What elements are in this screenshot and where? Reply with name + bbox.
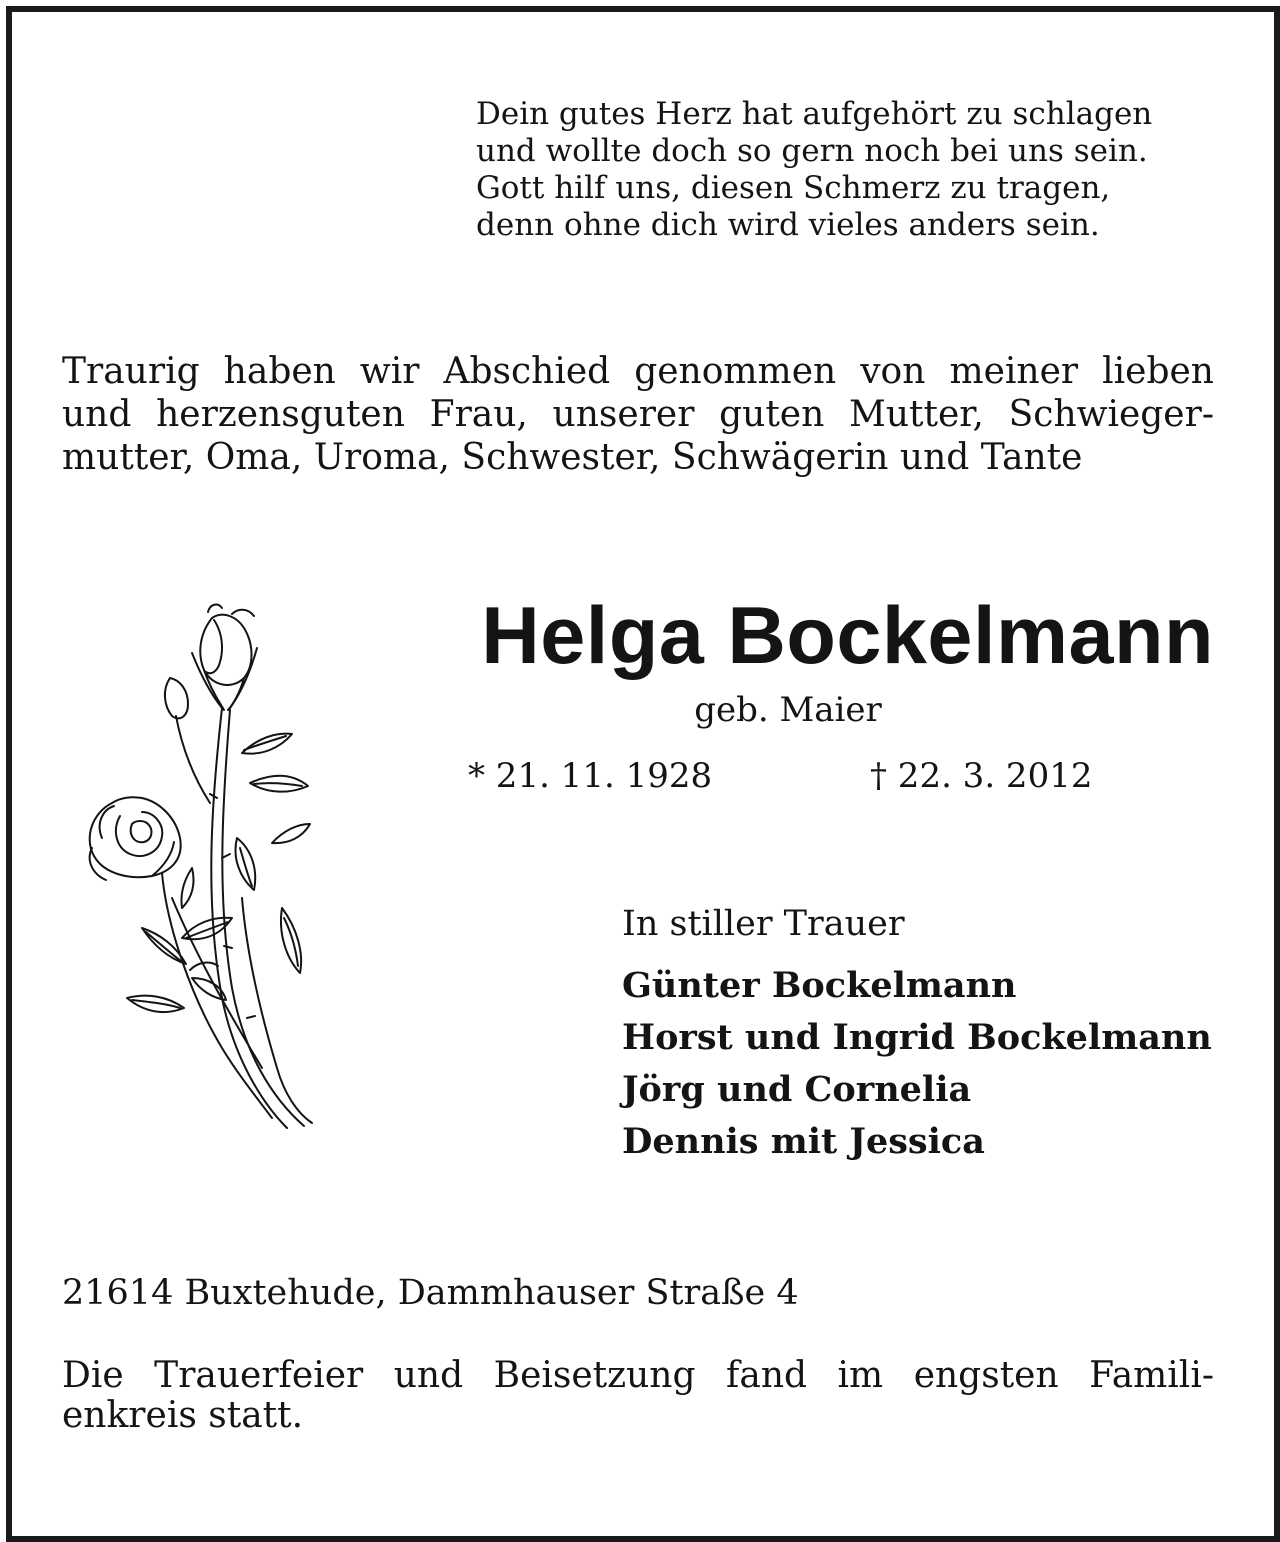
intro-line: mutter, Oma, Uroma, Schwester, Schwägerin und Tante	[62, 437, 1083, 478]
mourning-label: In stiller Trauer	[622, 904, 905, 944]
mourner-name: Dennis mit Jessica	[622, 1121, 985, 1162]
deceased-name: Helga Bockelmann	[481, 591, 1214, 681]
intro-line: und herzensguten Frau, unserer guten Mutter, Schwieger-	[62, 394, 1214, 435]
notice-line: enkreis statt.	[62, 1395, 304, 1436]
notice-line: Die Trauerfeier und Beisetzung fand im engsten Famili-	[62, 1355, 1214, 1396]
mourner-name: Jörg und Cornelia	[622, 1069, 972, 1110]
death-date: † 22. 3. 2012	[870, 756, 1093, 796]
funeral-notice	[62, 1356, 1214, 1436]
maiden-name: geb. Maier	[694, 690, 882, 730]
mourner-name: Horst und Ingrid Bockelmann	[622, 1017, 1212, 1058]
poem-line: Gott hilf uns, diesen Schmerz zu tragen,	[476, 170, 1111, 206]
mourner-name: Günter Bockelmann	[622, 965, 1017, 1006]
rose-illustration-icon	[72, 598, 342, 1138]
address: 21614 Buxtehude, Dammhauser Straße 4	[62, 1273, 799, 1313]
poem-line: und wollte doch so gern noch bei uns sein.	[476, 133, 1148, 169]
intro-paragraph	[62, 350, 1214, 479]
mourner-list	[622, 960, 1212, 1168]
birth-date: * 21. 11. 1928	[468, 756, 713, 796]
poem-verse	[476, 96, 1152, 244]
poem-line: denn ohne dich wird vieles anders sein.	[476, 207, 1100, 243]
intro-line: Traurig haben wir Abschied genommen von meiner lieben	[62, 351, 1214, 392]
poem-line: Dein gutes Herz hat aufgehört zu schlagen	[476, 96, 1153, 132]
